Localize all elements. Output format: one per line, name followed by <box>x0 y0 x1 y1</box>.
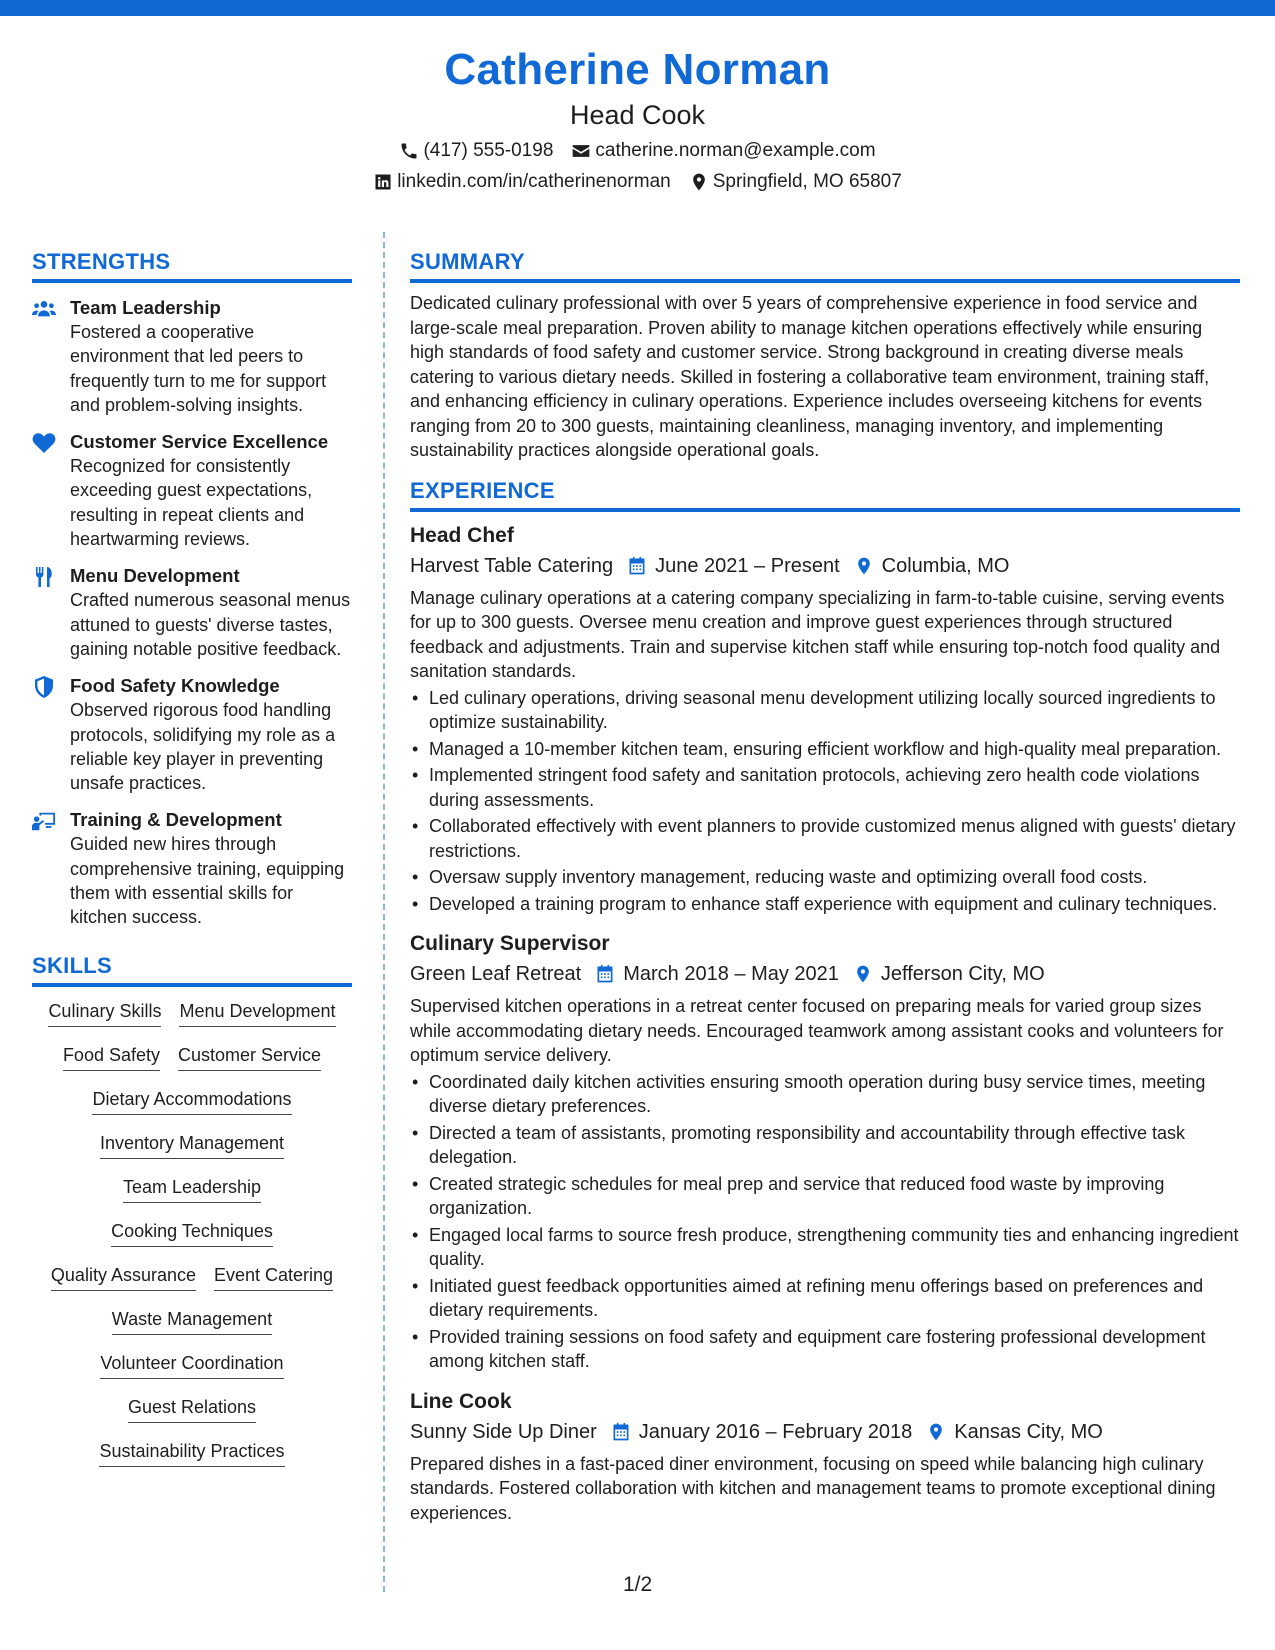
skill-tag: Dietary Accommodations <box>92 1087 291 1115</box>
bullet-item: • Collaborated effectively with event planners to provide customized menus aligned with guests' dietary restrictions. <box>410 814 1240 863</box>
job-dates: June 2021 – Present <box>655 554 840 577</box>
users-icon <box>32 298 56 320</box>
map-pin-icon <box>689 172 709 192</box>
job-bullets <box>410 686 1240 917</box>
candidate-name: Catherine Norman <box>444 45 831 94</box>
top-accent-bar <box>0 0 1275 16</box>
bullet-item: • Coordinated daily kitchen activities ensuring smooth operation during busy service times, meeting diverse dietary preferences. <box>410 1070 1240 1119</box>
strength-item <box>32 296 352 417</box>
email-contact[interactable] <box>571 138 875 164</box>
bullet-item: • Managed a 10-member kitchen team, ensuring efficient workflow and high-quality meal preparation. <box>410 737 1240 762</box>
strength-desc: Recognized for consistently exceeding guest expectations, resulting in repeat clients and heartwarming reviews. <box>70 456 313 550</box>
skill-tag: Sustainability Practices <box>99 1439 284 1467</box>
skill-tag: Food Safety <box>63 1043 160 1071</box>
teacher-icon <box>32 810 56 832</box>
job-bullets <box>410 1070 1240 1374</box>
contact-row-2 <box>0 169 1275 195</box>
summary-heading: SUMMARY <box>410 248 1240 283</box>
calendar-icon <box>595 964 615 984</box>
experience-heading: EXPERIENCE <box>410 477 1240 512</box>
bullet-item: • Created strategic schedules for meal prep and service that reduced food waste by improving organization. <box>410 1172 1240 1221</box>
strength-item <box>32 674 352 795</box>
email-text: catherine.norman@example.com <box>595 140 876 161</box>
strength-title: Training & Development <box>70 809 282 831</box>
job-title: Culinary Supervisor <box>410 932 610 955</box>
job-entry <box>410 1388 1240 1526</box>
bullet-item: • Provided training sessions on food safety and equipment care fostering professional development among kitchen staff. <box>410 1325 1240 1374</box>
location-contact <box>689 169 902 195</box>
heart-icon <box>32 432 56 454</box>
linkedin-icon <box>373 172 393 192</box>
strength-title: Customer Service Excellence <box>70 431 329 453</box>
strength-title: Food Safety Knowledge <box>70 675 280 697</box>
job-description: Prepared dishes in a fast-paced diner environment, focusing on speed while balancing high culinary standards. Fostered collaboration with kitchen and management teams to promote exceptional dining experiences. <box>410 1453 1216 1523</box>
strength-desc: Guided new hires through comprehensive training, equipping them with essential skills for kitchen success. <box>70 834 345 928</box>
skill-tag: Menu Development <box>179 999 335 1027</box>
job-location: Columbia, MO <box>881 554 1010 577</box>
job-meta <box>410 960 1240 988</box>
phone-text: (417) 555-0198 <box>423 140 554 161</box>
right-column <box>410 248 1240 1525</box>
location-text: Springfield, MO 65807 <box>712 171 902 192</box>
bullet-item: • Oversaw supply inventory management, reducing waste and optimizing overall food costs. <box>410 865 1240 890</box>
contact-row-1 <box>0 138 1275 164</box>
page-number: 1/2 <box>623 1573 653 1596</box>
strength-desc: Crafted numerous seasonal menus attuned to guests' diverse tastes, gaining notable positive feedback. <box>70 590 351 659</box>
skills-list <box>32 999 352 1483</box>
skill-tag: Customer Service <box>178 1043 321 1071</box>
strength-desc: Fostered a cooperative environment that led peers to frequently turn to me for support and problem-solving insights. <box>70 322 327 415</box>
bullet-item: • Led culinary operations, driving seasonal menu development utilizing locally sourced ingredients to optimize sustainability. <box>410 686 1240 735</box>
skill-tag: Event Catering <box>214 1263 333 1291</box>
utensils-icon <box>32 566 56 588</box>
job-dates: January 2016 – February 2018 <box>638 1420 913 1443</box>
strength-item <box>32 808 352 929</box>
skill-tag: Volunteer Coordination <box>100 1351 283 1379</box>
job-description: Manage culinary operations at a catering company specializing in farm-to-table cuisine, serving events for up to 300 guests. Oversee menu creation and improve guest experiences through structured feedback and adjustments. Train and supervise kitchen staff while ensuring top-notch food quality and sanitation standards. <box>410 587 1225 681</box>
bullet-item: • Directed a team of assistants, promoting responsibility and accountability through effective task delegation. <box>410 1121 1240 1170</box>
resume-header <box>0 44 1275 195</box>
skill-tag: Waste Management <box>112 1307 272 1335</box>
job-company: Sunny Side Up Diner <box>410 1420 597 1443</box>
strength-desc: Observed rigorous food handling protocols, solidifying my role as a reliable key player in preventing unsafe practices. <box>70 700 336 794</box>
job-entry <box>410 930 1240 1374</box>
bullet-item: • Developed a training program to enhance staff experience with equipment and culinary techniques. <box>410 892 1240 917</box>
skill-tag: Team Leadership <box>123 1175 261 1203</box>
linkedin-contact[interactable] <box>373 169 671 195</box>
summary-text: Dedicated culinary professional with over 5 years of comprehensive experience in food service and large-scale meal preparation. Proven ability to manage kitchen operations effectively while ensuring high standards of food safety and customer service. Strong background in creating diverse meals catering to various dietary needs. Skilled in fostering a collaborative team environment, training staff, and enhancing efficiency in culinary operations. Experience includes overseeing kitchens for events ranging from 20 to 300 guests, maintaining cleanliness, managing inventory, and implementing sustainability practices alongside operational goals. <box>410 293 1210 460</box>
skill-tag: Culinary Skills <box>48 999 161 1027</box>
job-meta <box>410 1418 1240 1446</box>
candidate-role: Head Cook <box>569 100 706 130</box>
skill-tag: Cooking Techniques <box>111 1219 273 1247</box>
bullet-item: • Initiated guest feedback opportunities aimed at refining menu offerings based on preferences and dietary requirements. <box>410 1274 1240 1323</box>
strengths-heading: STRENGTHS <box>32 248 352 283</box>
map-pin-icon <box>853 964 873 984</box>
job-company: Green Leaf Retreat <box>410 963 582 985</box>
strength-title: Team Leadership <box>70 297 221 318</box>
strength-item <box>32 430 352 551</box>
job-entry <box>410 522 1240 917</box>
job-dates: March 2018 – May 2021 <box>623 963 839 985</box>
job-location: Jefferson City, MO <box>880 963 1045 985</box>
job-company: Harvest Table Catering <box>410 554 614 577</box>
map-pin-icon <box>854 556 874 576</box>
job-location: Kansas City, MO <box>954 1420 1103 1443</box>
strength-title: Menu Development <box>70 565 240 587</box>
job-description: Supervised kitchen operations in a retreat center focused on preparing meals for varied group sizes while accommodating dietary needs. Encouraged teamwork among assistant cooks and volunteers for optimum service delivery. <box>410 996 1224 1065</box>
skill-tag: Guest Relations <box>128 1395 256 1423</box>
bullet-item: • Implemented stringent food safety and sanitation protocols, achieving zero health code violations during assessments. <box>410 763 1240 812</box>
job-title: Head Chef <box>410 523 514 547</box>
column-divider <box>383 232 385 1592</box>
strength-item <box>32 564 352 661</box>
skill-tag: Quality Assurance <box>51 1263 196 1291</box>
shield-icon <box>32 676 56 698</box>
linkedin-text: linkedin.com/in/catherinenorman <box>397 171 671 192</box>
skill-tag: Inventory Management <box>100 1131 284 1159</box>
map-pin-icon <box>926 1422 946 1442</box>
calendar-icon <box>611 1422 631 1442</box>
job-title: Line Cook <box>410 1389 512 1413</box>
envelope-icon <box>571 141 591 161</box>
job-meta <box>410 552 1240 580</box>
skills-heading: SKILLS <box>32 952 352 987</box>
phone-icon <box>399 141 419 161</box>
left-column <box>32 248 352 1483</box>
bullet-item: • Engaged local farms to source fresh produce, strengthening community ties and enhancing ingredient quality. <box>410 1223 1240 1272</box>
phone-contact[interactable] <box>399 138 553 164</box>
calendar-icon <box>627 556 647 576</box>
